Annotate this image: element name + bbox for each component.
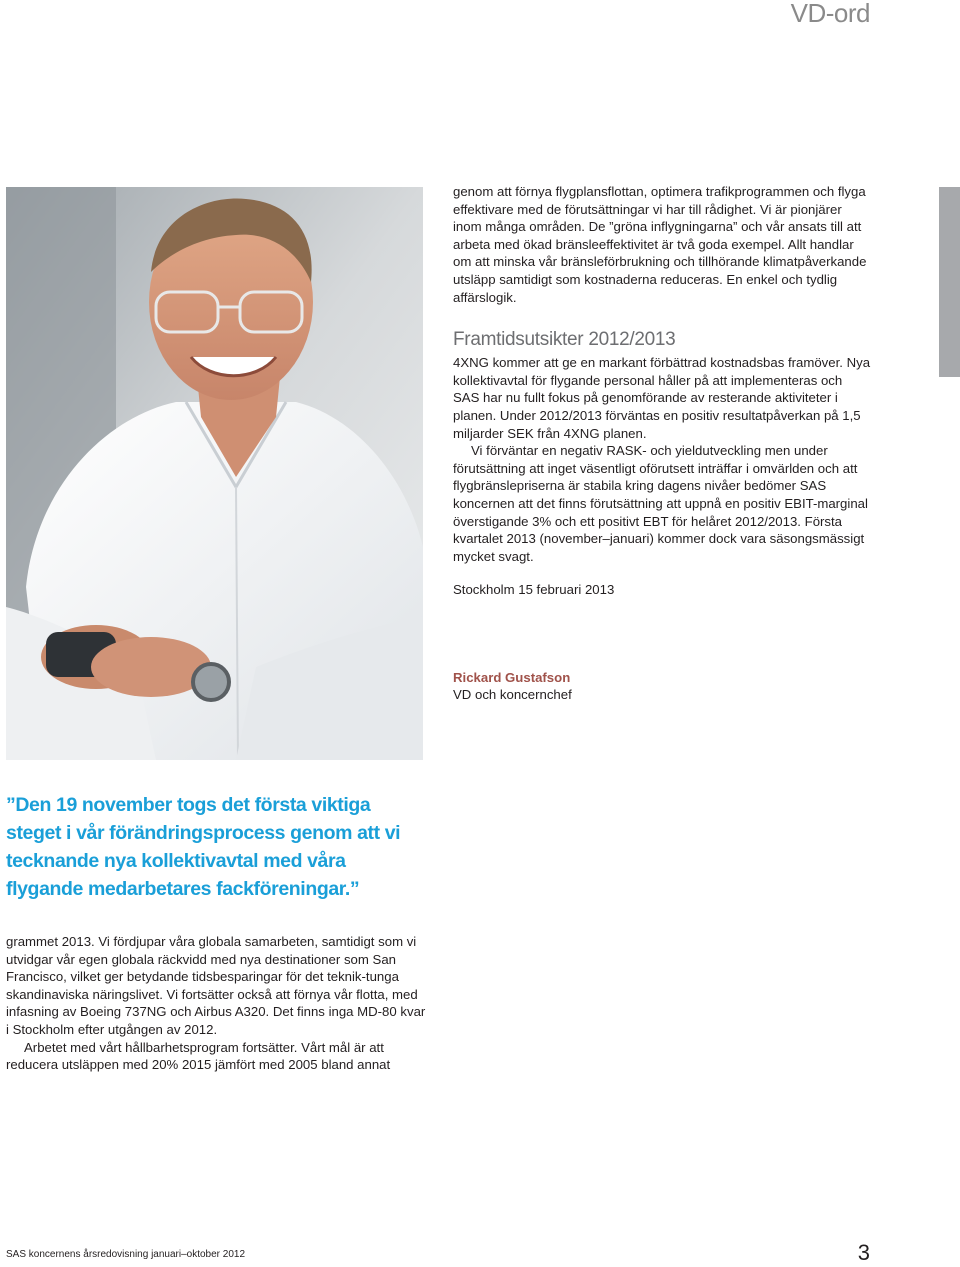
intro-paragraph: genom att förnya flygplansflottan, optimera trafikprogrammen och flyga effektivare med de förutsättningar vi har till rådighet. Vi är pionjärer inom många områden. De ”gröna inflygningarna” och vår ansats till att arbeta med ökad bränsleeffektivitet är två goda exempel. Allt handlar om att minska vår bränsleförbrukning och tillhörande klimatpåverkande utsläpp samtidigt som kostnaderna reduceras. En enkel och tydlig affärslogik. [453,184,867,305]
section-title: VD-ord [790,0,870,28]
pull-quote [6,791,416,903]
quote-text: Den 19 november togs det första viktiga steget i vår förändringsprocess genom att vi tecknande nya kollektivavtal med våra flygande medarbetares fackföreningar. [6,794,401,900]
footer-text: SAS koncernens årsredovisning januari–oktober 2012 [6,1249,246,1260]
quote-close-mark: ” [349,878,360,900]
place-date: Stockholm 15 februari 2013 [453,582,615,598]
outlook-paragraph-2: Vi förväntar en negativ RASK- och yieldutveckling men under förutsättning att inget väsentligt oförutsett inträffar i omvärlden och att flygbränslepriserna är stabila kring dagens nivåer bedömer SAS koncernen att det finns förutsättning att uppnå en positiv EBIT-marginal överstigande 3% och ett positivt EBT för helåret 2012/2013. Första kvartalet 2013 (november–januari) kommer dock vara säsongsmässigt mycket svagt. [453,443,868,564]
portrait-photo [6,187,423,760]
signature-name: Rickard Gustafson [453,669,571,685]
right-text-column [453,183,871,704]
left-text-column [6,933,426,1074]
outlook-paragraph-1: 4XNG kommer att ge en markant förbättrad kostnadsbas framöver. Nya kollektivavtal för flygande personal håller på att implementeras och SAS har nu fullt fokus på genomförande av resterande aktiviteter i planen. Under 2012/2013 förväntas en positiv resultatpåverkan på 1,5 miljarder SEK från 4XNG planen. [453,355,871,441]
left-paragraph-2: Arbetet med vårt hållbarhetsprogram fortsätter. Vårt mål är att reducera utsläppen med 20% 2015 jämfört med 2005 bland annat [6,1039,391,1073]
quote-open-mark: ” [6,794,16,816]
page-number: 3 [857,1240,870,1265]
left-paragraph-1: grammet 2013. Vi fördjupar våra globala samarbeten, samtidigt som vi utvidgar vår egen globala räckvidd med nya destinationer som San Francisco, vilket ger betydande tidsbesparingar för det teknik-tunga skandinaviska näringslivet. Vi fortsätter också att förnya vår flotta, med infasning av Boeing 737NG och Airbus A320. Det finns inga MD-80 kvar i Stockholm efter utgången av 2012. [6,934,426,1037]
section-heading: Framtidsutsikter 2012/2013 [453,329,676,351]
section-tab-marker [939,187,960,377]
signature-title: VD och koncernchef [453,687,572,703]
